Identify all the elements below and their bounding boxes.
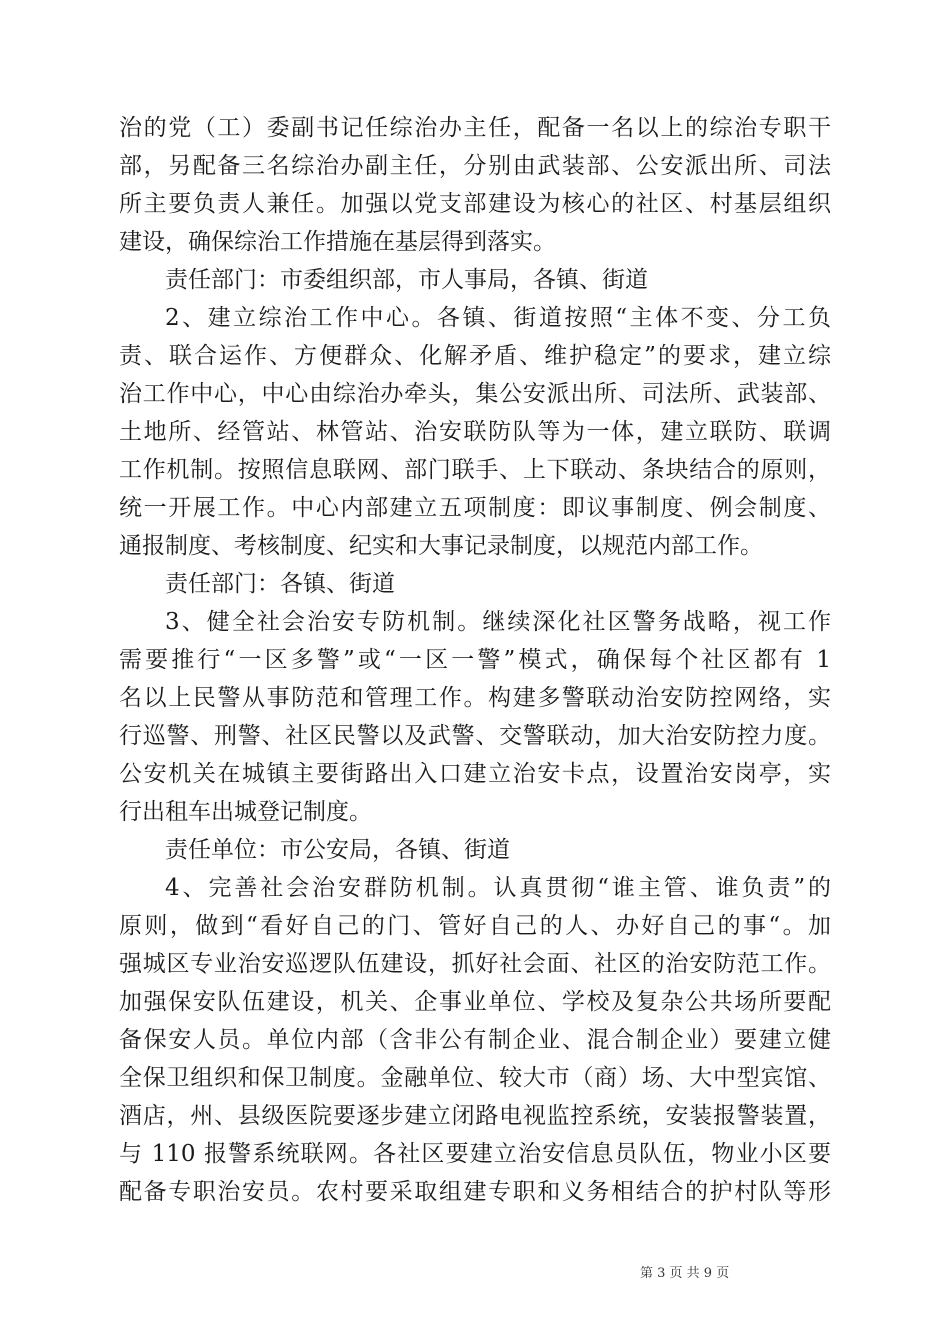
text-line: 加强保安队伍建设，机关、企事业单位、学校及复杂公共场所要配 (119, 989, 831, 1015)
text-line: 行出租车出城登记制度。 (119, 799, 372, 825)
text-line: 全保卫组织和保卫制度。金融单位、较大市（商）场、大中型宾馆、 (119, 1065, 831, 1091)
text-line: 强城区专业治安巡逻队伍建设，抓好社会面、社区的治安防范工作。 (119, 951, 831, 977)
text-line: 3、健全社会治安专防机制。继续深化社区警务战略，视工作 (165, 609, 831, 635)
text-line: 酒店，州、县级医院要逐步建立闭路电视监控系统，安装报警装置， (119, 1103, 831, 1129)
text-line: 2、建立综治工作中心。各镇、街道按照“主体不变、分工负 (165, 305, 831, 331)
text-line: 责、联合运作、方便群众、化解矛盾、维护稳定”的要求，建立综 (119, 343, 831, 369)
text-line: 责任部门：各镇、街道 (165, 571, 395, 597)
text-line: 名以上民警从事防范和管理工作。构建多警联动治安防控网络，实 (119, 685, 831, 711)
text-line: 原则，做到“看好自己的门、管好自己的人、办好自己的事“。加 (119, 913, 831, 939)
text-line: 备保安人员。单位内部（含非公有制企业、混合制企业）要建立健 (119, 1027, 831, 1053)
text-line: 工作机制。按照信息联网、部门联手、上下联动、条块结合的原则， (119, 457, 831, 483)
text-line: 治的党（工）委副书记任综治办主任，配备一名以上的综治专职干 (119, 115, 831, 141)
text-line: 所主要负责人兼任。加强以党支部建设为核心的社区、村基层组织 (119, 191, 831, 217)
text-line: 4、完善社会治安群防机制。认真贯彻“谁主管、谁负责”的 (165, 875, 831, 901)
text-line: 责任单位：市公安局，各镇、街道 (165, 837, 510, 863)
text-line: 治工作中心，中心由综治办牵头，集公安派出所、司法所、武装部、 (119, 381, 831, 407)
text-line: 土地所、经管站、林管站、治安联防队等为一体，建立联防、联调 (119, 419, 831, 445)
text-line: 通报制度、考核制度、纪实和大事记录制度，以规范内部工作。 (119, 533, 763, 559)
text-line: 需要推行“一区多警”或“一区一警”模式，确保每个社区都有 1 (119, 647, 831, 673)
text-line: 配备专职治安员。农村要采取组建专职和义务相结合的护村队等形 (119, 1179, 831, 1205)
text-line: 行巡警、刑警、社区民警以及武警、交警联动，加大治安防控力度。 (119, 723, 831, 749)
text-line: 公安机关在城镇主要街路出入口建立治安卡点，设置治安岗亭，实 (119, 761, 831, 787)
page-footer (0, 1266, 950, 1282)
document-body (119, 109, 831, 1211)
text-line: 统一开展工作。中心内部建立五项制度：即议事制度、例会制度、 (119, 495, 831, 521)
text-line: 部，另配备三名综治办副主任，分别由武装部、公安派出所、司法 (119, 153, 831, 179)
text-line: 与 110 报警系统联网。各社区要建立治安信息员队伍，物业小区要 (119, 1141, 831, 1167)
text-line: 建设，确保综治工作措施在基层得到落实。 (119, 229, 556, 255)
page-number: 第 3 页 共 9 页 (640, 1266, 730, 1281)
text-line: 责任部门：市委组织部，市人事局，各镇、街道 (165, 267, 648, 293)
